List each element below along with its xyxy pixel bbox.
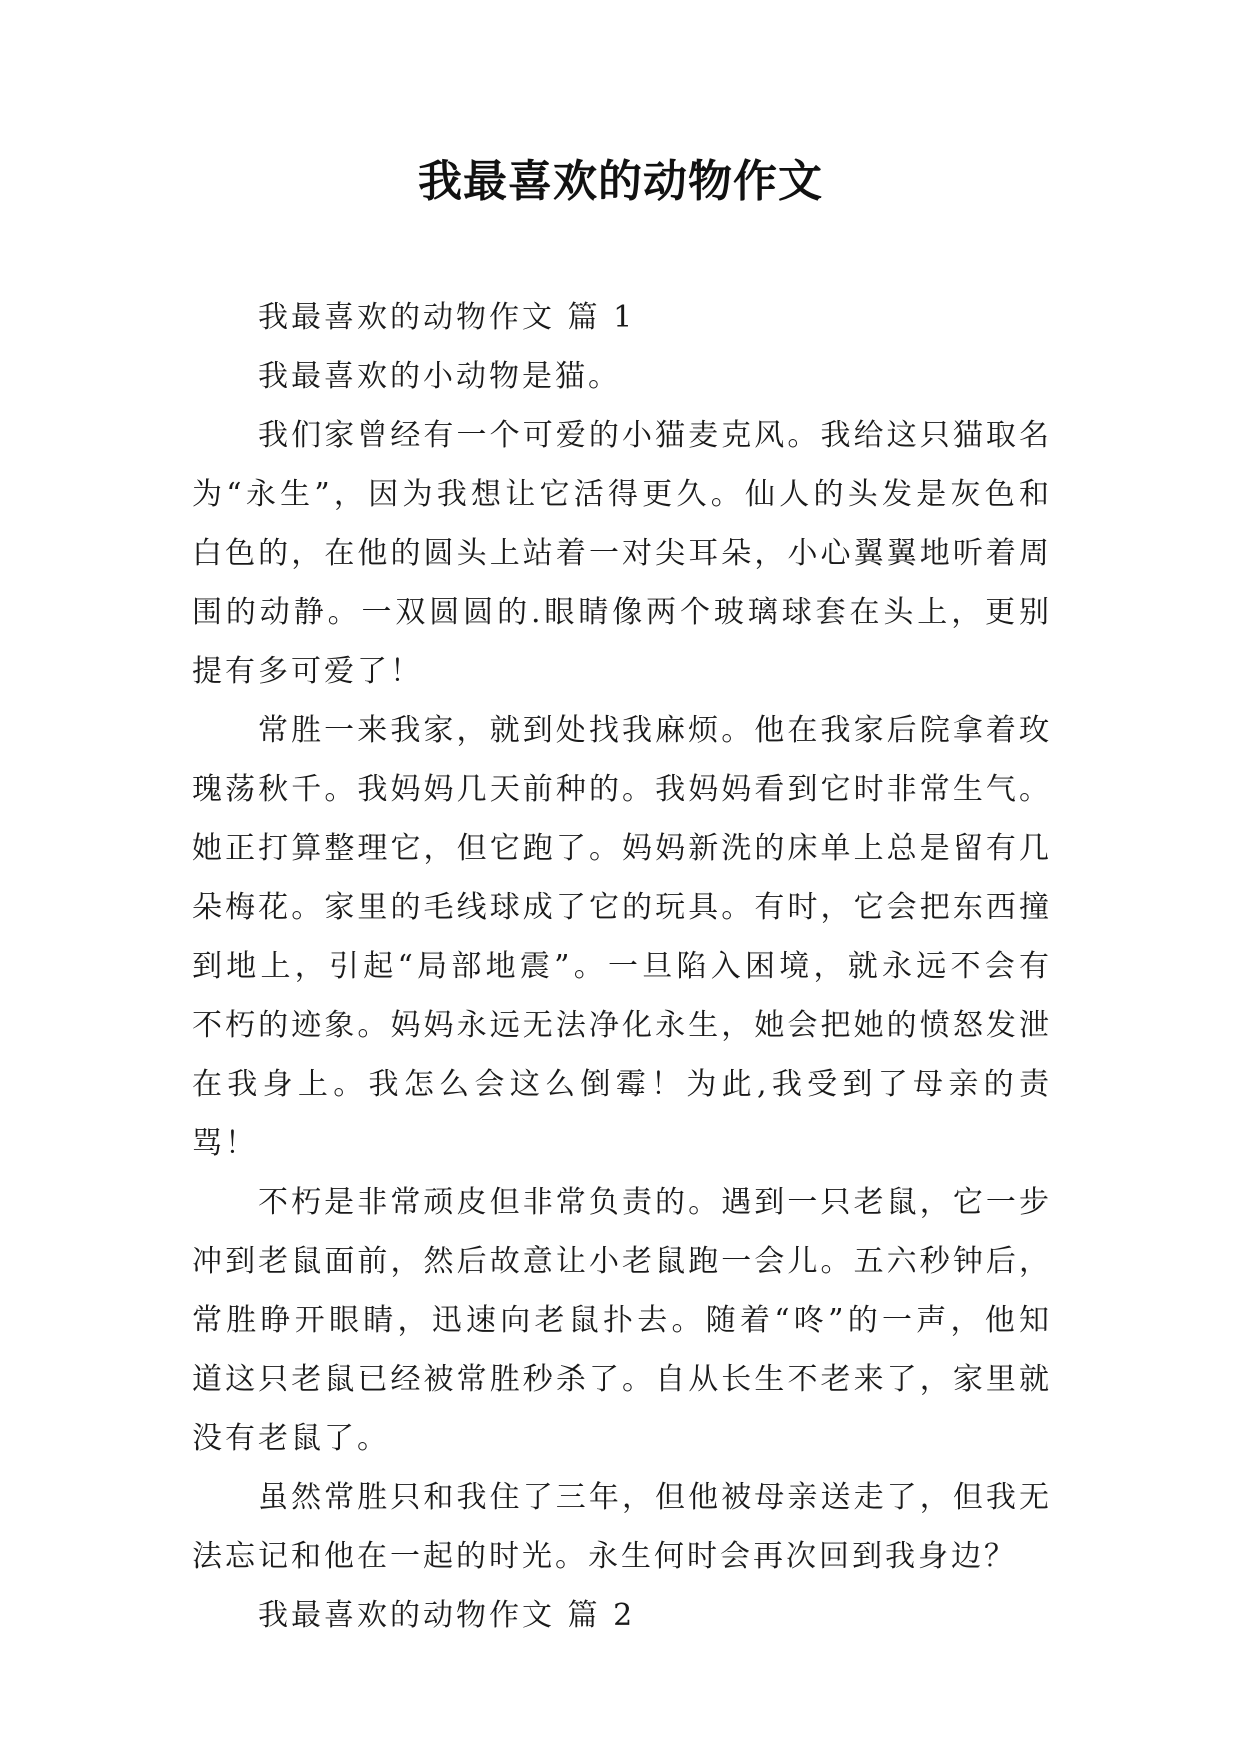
paragraph-intro: 我最喜欢的小动物是猫。 — [258, 359, 621, 394]
document-title: 我最喜欢的动物作文 — [418, 156, 823, 207]
paragraph-cat-mouse: 不朽是非常顽皮但非常负责的。遇到一只老鼠，它一步冲到老鼠面前，然后故意让小老鼠跑一会儿。五六秒钟后，常胜睁开眼睛，迅速向老鼠扑去。随着“咚”的一声，他知道这只老鼠已经被常胜秒杀了。自从长生不老来了，家里就没有老鼠了。 — [192, 1185, 1052, 1456]
paragraph-farewell: 虽然常胜只和我住了三年，但他被母亲送走了，但我无法忘记和他在一起的时光。永生何时会再次回到我身边？ — [192, 1480, 1052, 1574]
paragraph-cat-description: 我们家曾经有一个可爱的小猫麦克风。我给这只猫取名为“永生”，因为我想让它活得更久。仙人的头发是灰色和白色的，在他的圆头上站着一对尖耳朵，小心翼翼地听着周围的动静。一双圆圆的.眼睛像两个玻璃球套在头上，更别提有多可爱了！ — [192, 418, 1052, 689]
paragraph-cat-mischief: 常胜一来我家，就到处找我麻烦。他在我家后院拿着玫瑰荡秋千。我妈妈几天前种的。我妈妈看到它时非常生气。她正打算整理它，但它跑了。妈妈新洗的床单上总是留有几朵梅花。家里的毛线球成了它的玩具。有时，它会把东西撞到地上，引起“局部地震”。一旦陷入困境，就永远不会有不朽的迹象。妈妈永远无法净化永生，她会把她的愤怒发泄在我身上。我怎么会这么倒霉！为此,我受到了母亲的责骂！ — [192, 713, 1052, 1161]
document-body — [192, 288, 1052, 1645]
section-heading-2: 我最喜欢的动物作文 篇 2 — [258, 1598, 636, 1633]
section-heading-1: 我最喜欢的动物作文 篇 1 — [258, 300, 636, 335]
